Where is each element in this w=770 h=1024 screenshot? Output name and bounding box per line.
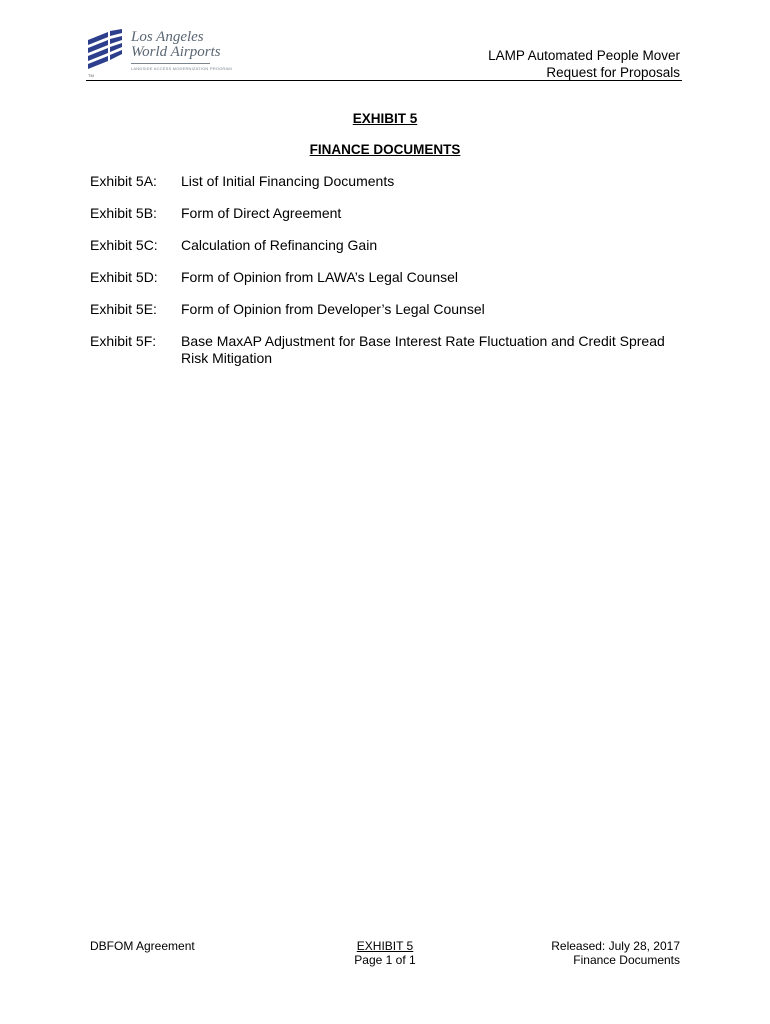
document-list xyxy=(90,173,690,382)
footer-exhibit: EXHIBIT 5 xyxy=(356,939,414,953)
exhibit-description: Form of Opinion from LAWA’s Legal Counsel xyxy=(181,269,459,285)
footer-agreement: DBFOM Agreement xyxy=(90,939,195,953)
exhibit-label: Exhibit 5B: xyxy=(90,205,157,221)
logo-divider xyxy=(131,63,210,64)
header-document-type: Request for Proposals xyxy=(546,65,680,80)
section-title: FINANCE DOCUMENTS xyxy=(309,142,461,157)
footer-page-number: Page 1 of 1 xyxy=(354,953,416,967)
footer-page-info xyxy=(300,939,470,967)
exhibit-label: Exhibit 5F: xyxy=(90,333,157,349)
logo-tagline: LANDSIDE ACCESS MODERNIZATION PROGRAM xyxy=(131,66,232,71)
footer-release-date: Released: July 28, 2017 xyxy=(551,939,680,953)
exhibit-label: Exhibit 5D: xyxy=(90,269,158,285)
exhibit-description: Form of Opinion from Developer’s Legal Counsel xyxy=(181,301,485,317)
list-item xyxy=(90,269,690,286)
list-item xyxy=(90,333,690,367)
exhibit-description: Form of Direct Agreement xyxy=(181,205,342,221)
list-item xyxy=(90,301,690,318)
list-item xyxy=(90,237,690,254)
exhibit-description: List of Initial Financing Documents xyxy=(181,173,395,189)
exhibit-label: Exhibit 5C: xyxy=(90,237,158,253)
lawa-logo-icon xyxy=(86,28,130,78)
exhibit-label: Exhibit 5A: xyxy=(90,173,157,189)
exhibit-title: EXHIBIT 5 xyxy=(352,111,418,126)
logo-text-line1: Los Angeles xyxy=(131,29,204,45)
header-divider xyxy=(86,80,682,81)
list-item xyxy=(90,173,690,190)
footer-release-info xyxy=(551,939,680,967)
exhibit-label: Exhibit 5E: xyxy=(90,301,157,317)
exhibit-description: Calculation of Refinancing Gain xyxy=(181,237,378,253)
header-project-title: LAMP Automated People Mover xyxy=(488,48,680,63)
footer-section: Finance Documents xyxy=(573,953,680,967)
document-header xyxy=(488,47,680,81)
logo-text-line2: World Airports xyxy=(131,44,221,60)
trademark-mark: TM xyxy=(88,73,94,78)
list-item xyxy=(90,205,690,222)
exhibit-description: Base MaxAP Adjustment for Base Interest Rate Fluctuation and Credit Spread Risk Mitigation xyxy=(181,333,665,366)
lawa-logo xyxy=(86,28,232,78)
